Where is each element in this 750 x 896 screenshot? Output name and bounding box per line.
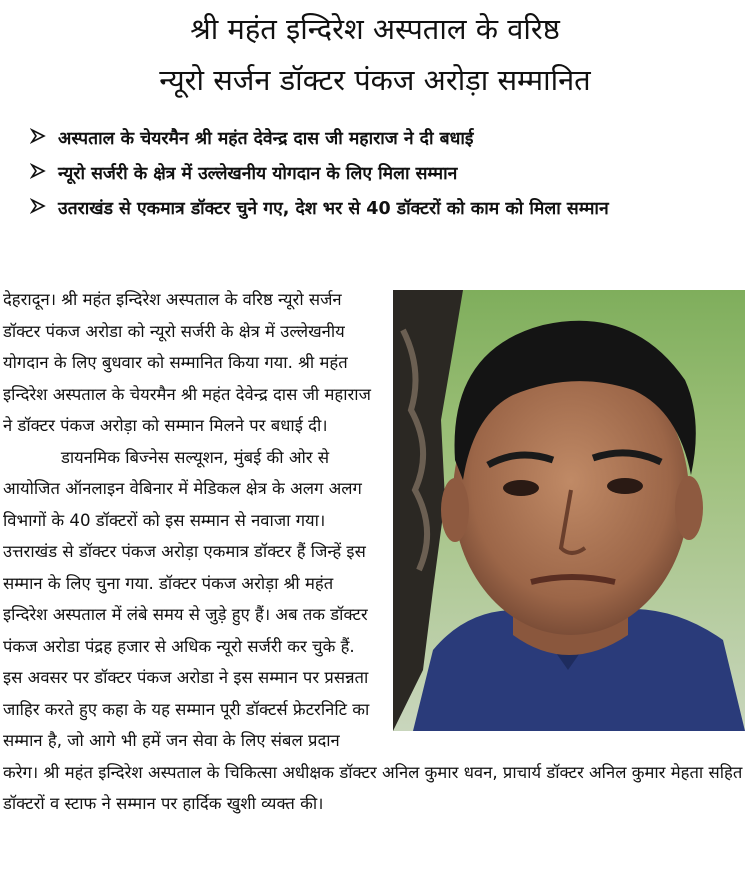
arrow-right-icon (30, 124, 58, 154)
highlight-text: न्यूरो सर्जरी के क्षेत्र में उल्लेखनीय योगदान के लिए मिला सम्मान (58, 164, 458, 184)
highlights-list (30, 124, 730, 229)
highlight-item (30, 159, 730, 189)
highlight-text: अस्पताल के चेयरमैन श्री महंत देवेन्द्र दास जी महाराज ने दी बधाई (58, 129, 474, 149)
arrow-right-icon (30, 159, 58, 189)
article-paragraph-1: देहरादून। श्री महंत इन्दिरेश अस्पताल के वरिष्ठ न्यूरो सर्जन डॉक्टर पंकज अरोडा को न्यूरो सर्जरी के क्षेत्र में उल्लेखनीय योगदान के लिए बुधवार को सम्मानित किया गया. श्री महंत इन्दिरेश अस्पताल के चेयरमैन श्री महंत देवेन्द्र दास जी महाराज ने डॉक्टर पंकज अरोड़ा को सम्मान मिलने पर बधाई दी। (3, 290, 371, 435)
arrow-right-icon (30, 194, 58, 224)
headline-line-2: न्यूरो सर्जन डॉक्टर पंकज अरोड़ा सम्मानित (159, 63, 591, 97)
highlight-item (30, 194, 730, 224)
highlight-text: उतराखंड से एकमात्र डॉक्टर चुने गए, देश भर से 40 डॉक्टरों को काम को मिला सम्मान (58, 199, 609, 219)
article-paragraph-2: डायनमिक बिज्नेस सल्यूशन, मुंबई की ओर से आयोजित ऑनलाइन वेबिनार में मेडिकल क्षेत्र के अलग अलग विभागों के 40 डॉक्टरों को इस सम्मान से नवाजा गया। उत्तराखंड से डॉक्टर पंकज अरोड़ा एकमात्र डॉक्टर हैं जिन्हें इस सम्मान के लिए चुना गया. डॉक्टर पंकज अरोड़ा श्री महंत इन्दिरेश अस्पताल में लंबे समय से जुड़े हुए हैं। अब तक डॉक्टर पंकज अरोडा पंद्रह हजार से अधिक न्यूरो सर्जरी कर चुके हैं. इस अवसर पर डॉक्टर पंकज अरोडा ने इस सम्मान पर प्रसन्नता जाहिर करते हुए कहा के यह सम्मान पूरी डॉक्टर्स फ्रेटरनिटि का सम्मान है, जो आगे भी हमें जन सेवा के लिए संबल प्रदान करेग। श्री महंत इन्दिरेश अस्पताल के चिकित्सा अधीक्षक डॉक्टर अनिल कुमार धवन, प्राचार्य डॉक्टर अनिल कुमार मेहता सहित डॉक्टरों व स्टाफ ने सम्मान पर हार्दिक खुशी व्यक्त की। (3, 447, 743, 813)
article-body (3, 284, 745, 820)
headline-line-1: श्री महंत इन्दिरेश अस्पताल के वरिष्ठ (190, 12, 560, 46)
highlight-item (30, 124, 730, 154)
headline (0, 4, 750, 106)
doctor-portrait-photo (393, 290, 745, 731)
